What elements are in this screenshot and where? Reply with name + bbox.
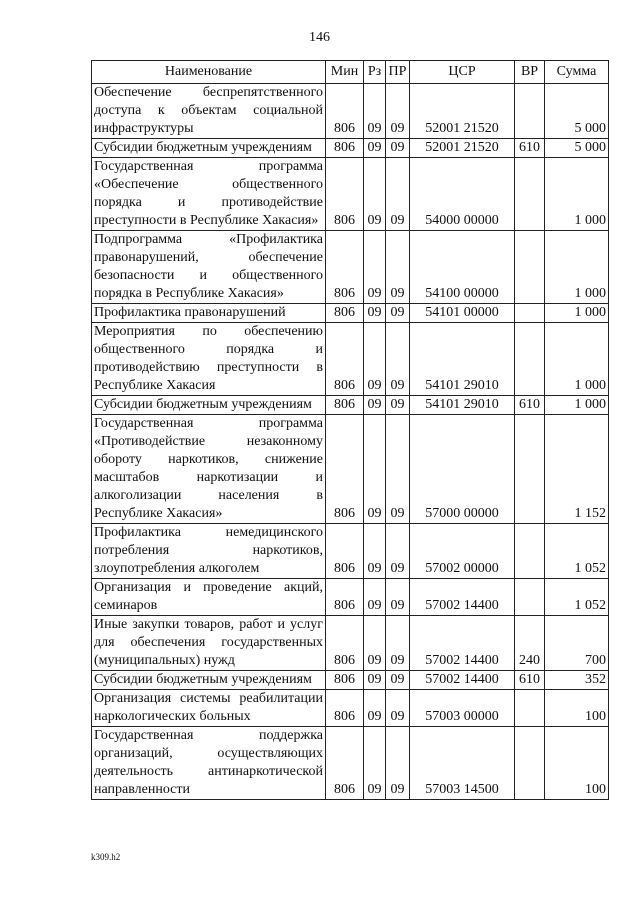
column-header-csr: ЦСР	[410, 61, 515, 84]
row-name-cell: Обеспечение беспрепятственного доступа к объектам социальной инфраструктуры	[92, 84, 326, 139]
row-pr-cell: 09	[386, 158, 410, 231]
row-pr-cell: 09	[386, 690, 410, 727]
row-min-cell: 806	[326, 158, 364, 231]
row-rz-cell: 09	[364, 396, 386, 415]
row-csr-cell: 57002 14400	[410, 671, 515, 690]
row-pr-cell: 09	[386, 616, 410, 671]
table-row	[92, 323, 609, 396]
row-sum-cell: 100	[545, 727, 609, 800]
row-name-cell: Подпрограмма «Профилактика правонарушений, обеспечение безопасности и общественного порядка в Республике Хакасия»	[92, 231, 326, 304]
row-vr-cell	[515, 579, 545, 616]
row-csr-cell: 54101 29010	[410, 396, 515, 415]
column-header-rz: Рз	[364, 61, 386, 84]
row-csr-cell: 57000 00000	[410, 415, 515, 524]
row-pr-cell: 09	[386, 524, 410, 579]
row-csr-cell: 54101 29010	[410, 323, 515, 396]
row-vr-cell: 610	[515, 671, 545, 690]
row-sum-cell: 1 152	[545, 415, 609, 524]
page-number: 146	[309, 30, 330, 45]
table-row	[92, 671, 609, 690]
row-pr-cell: 09	[386, 84, 410, 139]
column-header-name: Наименование	[92, 61, 326, 84]
row-csr-cell: 54000 00000	[410, 158, 515, 231]
row-name-cell: Субсидии бюджетным учреждениям	[92, 671, 326, 690]
column-header-sum: Сумма	[545, 61, 609, 84]
row-name-cell: Государственная программа «Противодействие незаконному обороту наркотиков, снижение масштабов наркотизации и алкоголизации населения в Республике Хакасия»	[92, 415, 326, 524]
table-row	[92, 690, 609, 727]
row-csr-cell: 54101 00000	[410, 304, 515, 323]
row-rz-cell: 09	[364, 524, 386, 579]
row-rz-cell: 09	[364, 616, 386, 671]
row-vr-cell	[515, 84, 545, 139]
row-vr-cell	[515, 727, 545, 800]
row-csr-cell: 52001 21520	[410, 139, 515, 158]
row-min-cell: 806	[326, 671, 364, 690]
footer-code: k309.h2	[91, 852, 121, 862]
row-vr-cell	[515, 323, 545, 396]
row-min-cell: 806	[326, 727, 364, 800]
row-name-cell: Профилактика правонарушений	[92, 304, 326, 323]
row-min-cell: 806	[326, 323, 364, 396]
table-row	[92, 616, 609, 671]
column-header-vr: ВР	[515, 61, 545, 84]
row-name-cell: Мероприятия по обеспечению общественного порядка и противодействию преступности в Республике Хакасия	[92, 323, 326, 396]
row-sum-cell: 352	[545, 671, 609, 690]
table-row	[92, 396, 609, 415]
row-pr-cell: 09	[386, 396, 410, 415]
row-vr-cell	[515, 524, 545, 579]
row-rz-cell: 09	[364, 231, 386, 304]
row-name-cell: Государственная поддержка организаций, осуществляющих деятельность антинаркотической направленности	[92, 727, 326, 800]
row-sum-cell: 5 000	[545, 84, 609, 139]
row-rz-cell: 09	[364, 84, 386, 139]
row-rz-cell: 09	[364, 671, 386, 690]
row-sum-cell: 1 052	[545, 579, 609, 616]
row-pr-cell: 09	[386, 304, 410, 323]
row-rz-cell: 09	[364, 304, 386, 323]
row-rz-cell: 09	[364, 415, 386, 524]
row-min-cell: 806	[326, 415, 364, 524]
row-pr-cell: 09	[386, 231, 410, 304]
row-sum-cell: 100	[545, 690, 609, 727]
row-rz-cell: 09	[364, 158, 386, 231]
row-sum-cell: 5 000	[545, 139, 609, 158]
table-row	[92, 415, 609, 524]
table-body	[92, 84, 609, 800]
row-rz-cell: 09	[364, 579, 386, 616]
row-vr-cell	[515, 304, 545, 323]
row-name-cell: Профилактика немедицинского потребления наркотиков, злоупотребления алкоголем	[92, 524, 326, 579]
row-csr-cell: 54100 00000	[410, 231, 515, 304]
row-csr-cell: 57002 14400	[410, 579, 515, 616]
row-name-cell: Субсидии бюджетным учреждениям	[92, 396, 326, 415]
row-min-cell: 806	[326, 524, 364, 579]
table-row	[92, 84, 609, 139]
row-pr-cell: 09	[386, 323, 410, 396]
column-header-min: Мин	[326, 61, 364, 84]
column-header-pr: ПР	[386, 61, 410, 84]
row-name-cell: Государственная программа «Обеспечение общественного порядка и противодействие преступности в Республике Хакасия»	[92, 158, 326, 231]
row-pr-cell: 09	[386, 727, 410, 800]
row-vr-cell	[515, 158, 545, 231]
row-rz-cell: 09	[364, 690, 386, 727]
row-rz-cell: 09	[364, 323, 386, 396]
row-sum-cell: 1 000	[545, 323, 609, 396]
row-rz-cell: 09	[364, 727, 386, 800]
row-csr-cell: 57003 14500	[410, 727, 515, 800]
row-min-cell: 806	[326, 579, 364, 616]
row-min-cell: 806	[326, 616, 364, 671]
row-name-cell: Иные закупки товаров, работ и услуг для обеспечения государственных (муниципальных) нужд	[92, 616, 326, 671]
row-pr-cell: 09	[386, 139, 410, 158]
row-sum-cell: 1 052	[545, 524, 609, 579]
table-row	[92, 231, 609, 304]
row-sum-cell: 1 000	[545, 304, 609, 323]
table-row	[92, 727, 609, 800]
row-sum-cell: 1 000	[545, 158, 609, 231]
row-csr-cell: 57002 14400	[410, 616, 515, 671]
row-pr-cell: 09	[386, 579, 410, 616]
row-sum-cell: 700	[545, 616, 609, 671]
table-header-row	[92, 61, 609, 84]
row-pr-cell: 09	[386, 671, 410, 690]
row-csr-cell: 57003 00000	[410, 690, 515, 727]
row-min-cell: 806	[326, 139, 364, 158]
row-vr-cell: 240	[515, 616, 545, 671]
row-vr-cell	[515, 690, 545, 727]
row-min-cell: 806	[326, 396, 364, 415]
row-pr-cell: 09	[386, 415, 410, 524]
row-vr-cell	[515, 231, 545, 304]
row-vr-cell: 610	[515, 396, 545, 415]
table-row	[92, 579, 609, 616]
budget-table	[91, 60, 609, 800]
row-vr-cell	[515, 415, 545, 524]
table-row	[92, 304, 609, 323]
row-vr-cell: 610	[515, 139, 545, 158]
table-row	[92, 158, 609, 231]
row-name-cell: Организация системы реабилитации наркологических больных	[92, 690, 326, 727]
row-min-cell: 806	[326, 690, 364, 727]
table-row	[92, 139, 609, 158]
row-csr-cell: 57002 00000	[410, 524, 515, 579]
row-min-cell: 806	[326, 84, 364, 139]
row-name-cell: Субсидии бюджетным учреждениям	[92, 139, 326, 158]
row-min-cell: 806	[326, 304, 364, 323]
row-min-cell: 806	[326, 231, 364, 304]
table-row	[92, 524, 609, 579]
row-rz-cell: 09	[364, 139, 386, 158]
row-sum-cell: 1 000	[545, 231, 609, 304]
row-csr-cell: 52001 21520	[410, 84, 515, 139]
row-sum-cell: 1 000	[545, 396, 609, 415]
row-name-cell: Организация и проведение акций, семинаров	[92, 579, 326, 616]
